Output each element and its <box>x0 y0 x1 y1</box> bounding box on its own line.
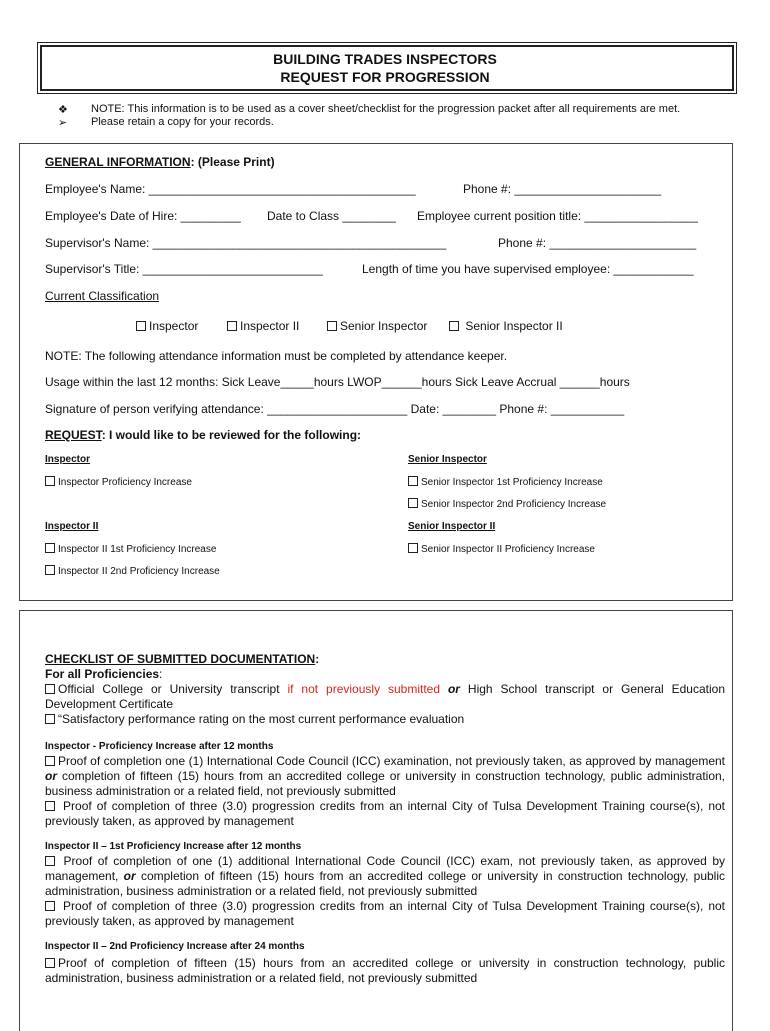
checkbox-icon[interactable] <box>408 543 418 553</box>
retain-note-text: Please retain a copy for your records. <box>91 116 274 128</box>
inspector-credits-checklist-item[interactable]: Proof of completion of three (3.0) progression credits from an internal City of Tulsa Development Training course(s), not previously taken, as approved by management <box>45 799 725 828</box>
checkbox-icon[interactable] <box>45 714 55 724</box>
inspector-ii-2nd-heading: Inspector II – 2nd Proficiency Increase after 24 months <box>45 941 305 952</box>
checkbox-icon[interactable] <box>45 958 55 968</box>
date-to-class-field[interactable]: Date to Class ________ <box>267 209 396 223</box>
current-position-field[interactable]: Employee current position title: _________________ <box>417 209 698 223</box>
checkbox-icon[interactable] <box>449 321 459 331</box>
senior-inspector-2nd-option[interactable]: Senior Inspector 2nd Proficiency Increase <box>408 498 606 510</box>
arrow-bullet-icon: ➢ <box>58 117 68 129</box>
checkbox-icon[interactable] <box>45 543 55 553</box>
senior-inspector-ii-column-heading: Senior Inspector II <box>408 521 496 532</box>
senior-inspector-1st-option[interactable]: Senior Inspector 1st Proficiency Increase <box>408 476 603 488</box>
request-heading: REQUEST: I would like to be reviewed for the following: <box>45 428 362 442</box>
inspector-proficiency-heading: Inspector - Proficiency Increase after 12 months <box>45 741 274 752</box>
supervisor-title-field[interactable]: Supervisor's Title: ___________________________ <box>45 262 323 276</box>
inspector-ii-1st-heading: Inspector II – 1st Proficiency Increase after 12 months <box>45 841 302 852</box>
inspector-ii-1st-option[interactable]: Inspector II 1st Proficiency Increase <box>45 543 216 555</box>
inspector-column-heading: Inspector <box>45 454 91 465</box>
note-text: NOTE: This information is to be used as a cover sheet/checklist for the progression packet after all requirements are met. <box>91 103 681 115</box>
supervision-length-field[interactable]: Length of time you have supervised employee: ____________ <box>362 262 694 276</box>
inspector-ii-1st-credits-checklist-item[interactable]: Proof of completion of three (3.0) progression credits from an internal City of Tulsa Development Training course(s), not previously taken, as approved by management <box>45 899 725 928</box>
checkbox-icon[interactable] <box>408 476 418 486</box>
checkbox-icon[interactable] <box>136 321 146 331</box>
inspector-icc-checklist-item[interactable]: Proof of completion one (1) International Code Council (ICC) examination, not previously taken, as approved by management or completion of fifteen (15) hours from an accredited college or university in construction technology, public administration, business administration or a related field, not previously submitted <box>45 754 725 798</box>
signature-fields[interactable]: Signature of person verifying attendance: _____________________ Date: ________ Phone #: ___________ <box>45 402 625 416</box>
inspector-ii-1st-icc-checklist-item[interactable]: Proof of completion of one (1) additional International Code Council (ICC) exam, not previously taken, as approved by management, or completion of fifteen (15) hours from an accredited college or university in construction technology, public administration, business administration or a related field, not previously submitted <box>45 854 725 898</box>
checkbox-icon[interactable] <box>45 756 55 766</box>
checkbox-icon[interactable] <box>45 801 55 811</box>
checklist-heading: CHECKLIST OF SUBMITTED DOCUMENTATION: <box>45 652 320 666</box>
usage-fields[interactable]: Usage within the last 12 months: Sick Leave_____hours LWOP______hours Sick Leave Accrual ______hours <box>45 375 630 389</box>
date-of-hire-field[interactable]: Employee's Date of Hire: _________ <box>45 209 241 223</box>
document-subtitle: REQUEST FOR PROGRESSION <box>280 69 490 85</box>
all-proficiencies-heading: For all Proficiencies: <box>45 667 163 681</box>
senior-inspector-option[interactable]: Senior Inspector <box>327 319 427 333</box>
transcript-checklist-item[interactable]: Official College or University transcript if not previously submitted or High School transcript or General Education Development Certificate <box>45 682 726 711</box>
inspector-ii-option[interactable]: Inspector II <box>227 319 299 333</box>
inspector-ii-2nd-option[interactable]: Inspector II 2nd Proficiency Increase <box>45 565 220 577</box>
inspector-proficiency-option[interactable]: Inspector Proficiency Increase <box>45 476 192 488</box>
performance-rating-checklist-item[interactable]: “Satisfactory performance rating on the most current performance evaluation <box>45 712 725 727</box>
inspector-ii-column-heading: Inspector II <box>45 521 99 532</box>
document-title: BUILDING TRADES INSPECTORS <box>273 51 497 67</box>
checkbox-icon[interactable] <box>45 684 55 694</box>
supervisor-phone-field[interactable]: Phone #: ______________________ <box>498 236 697 250</box>
senior-inspector-ii-option[interactable]: Senior Inspector II <box>449 319 563 333</box>
checkbox-icon[interactable] <box>227 321 237 331</box>
employee-phone-field[interactable]: Phone #: ______________________ <box>463 182 662 196</box>
general-information-heading: GENERAL INFORMATION: (Please Print) <box>45 155 275 169</box>
checkbox-icon[interactable] <box>45 565 55 575</box>
checkbox-icon[interactable] <box>327 321 337 331</box>
employee-name-field[interactable]: Employee's Name: ________________________________________ <box>45 182 416 196</box>
supervisor-name-field[interactable]: Supervisor's Name: ____________________________________________ <box>45 236 447 250</box>
diamond-bullet-icon: ❖ <box>58 104 68 116</box>
checkbox-icon[interactable] <box>408 498 418 508</box>
inspector-option[interactable]: Inspector <box>136 319 198 333</box>
senior-inspector-ii-option[interactable]: Senior Inspector II Proficiency Increase <box>408 543 595 555</box>
senior-inspector-column-heading: Senior Inspector <box>408 454 487 465</box>
current-classification-label: Current Classification <box>45 289 160 303</box>
inspector-ii-2nd-hours-checklist-item[interactable]: Proof of completion of fifteen (15) hours from an accredited college or university in construction technology, public administration, business administration or a related field, not previously submitted <box>45 956 725 985</box>
checkbox-icon[interactable] <box>45 476 55 486</box>
checkbox-icon[interactable] <box>45 856 55 866</box>
checkbox-icon[interactable] <box>45 901 55 911</box>
attendance-note: NOTE: The following attendance information must be completed by attendance keeper. <box>45 349 508 363</box>
